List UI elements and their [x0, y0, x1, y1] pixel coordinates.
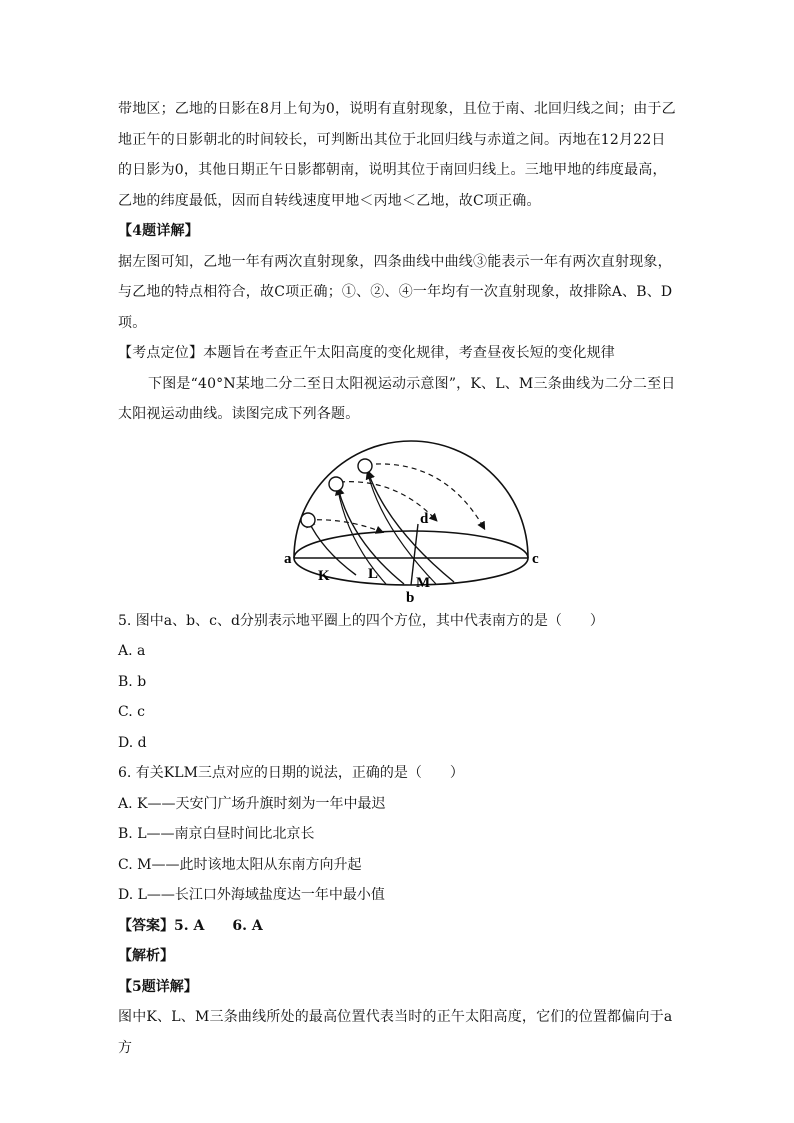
figure-intro: 下图是“40°N某地二分二至日太阳视运动示意图”，K、L、M三条曲线为二分二至日太阳视运动曲线。读图完成下列各题。: [118, 375, 676, 422]
label-d: d: [420, 510, 429, 527]
sun-path-diagram: [284, 432, 539, 606]
label-b: b: [406, 589, 415, 606]
label-K: K: [318, 567, 330, 584]
sun-position-M: [358, 459, 372, 473]
q4-explanation: 据左图可知，乙地一年有两次直射现象，四条曲线中曲线③能表示一年有两次直射现象，与乙地的特点相符合，故C项正确；①、②、④一年均有一次直射现象，故排除A、B、D项。: [118, 253, 673, 331]
sun-path-figure: [118, 432, 678, 606]
label-L: L: [368, 565, 379, 582]
sun-path-K: [308, 520, 356, 575]
answer-line: 【答案】5. A 6. A: [118, 917, 263, 934]
sun-position-K: [301, 513, 315, 527]
q5-option-b: B. b: [118, 673, 147, 690]
jiexi-heading: 【解析】: [118, 948, 174, 964]
label-a: a: [284, 550, 292, 567]
sun-path-M: [368, 472, 454, 582]
q6-option-a: A. K——天安门广场升旗时刻为一年中最迟: [118, 795, 386, 812]
sun-position-L: [329, 477, 343, 491]
q5-option-c: C. c: [118, 704, 145, 720]
q6-option-b: B. L——南京白昼时间比北京长: [118, 826, 315, 842]
q5-stem: 5. 图中a、b、c、d分别表示地平圈上的四个方位，其中代表南方的是（ ）: [118, 612, 604, 629]
q5-explanation: 图中K、L、M三条曲线所处的最高位置代表当时的正午太阳高度，它们的位置都偏向于a方: [118, 1009, 673, 1056]
q4-heading: 【4题详解】: [118, 223, 199, 239]
q5-option-a: A. a: [118, 643, 146, 659]
q5-option-d: D. d: [118, 734, 147, 751]
q6-stem: 6. 有关KLM三点对应的日期的说法，正确的是（ ）: [118, 765, 464, 781]
document-page: [118, 94, 678, 1063]
label-M: M: [416, 574, 431, 591]
kaodian-line: 【考点定位】本题旨在考查正午太阳高度的变化规律，考查昼夜长短的变化规律: [118, 345, 615, 361]
q6-option-c: C. M——此时该地太阳从东南方向升起: [118, 856, 362, 873]
q5-heading: 【5题详解】: [118, 978, 198, 995]
q6-option-d: D. L——长江口外海域盐度达一年中最小值: [118, 887, 385, 903]
paragraph-continuation: 带地区；乙地的日影在8月上旬为0，说明有直射现象，且位于南、北回归线之间；由于乙地正午的日影朝北的时间较长，可判断出其位于北回归线与赤道之间。丙地在12月22日的日影为0，其他日期正午日影都朝南，说明其位于南回归线上。三地甲地的纬度最高，乙地的纬度最低，因而自转线速度甲地＜丙地＜乙地，故C项正确。: [118, 101, 676, 209]
label-c: c: [532, 550, 539, 567]
